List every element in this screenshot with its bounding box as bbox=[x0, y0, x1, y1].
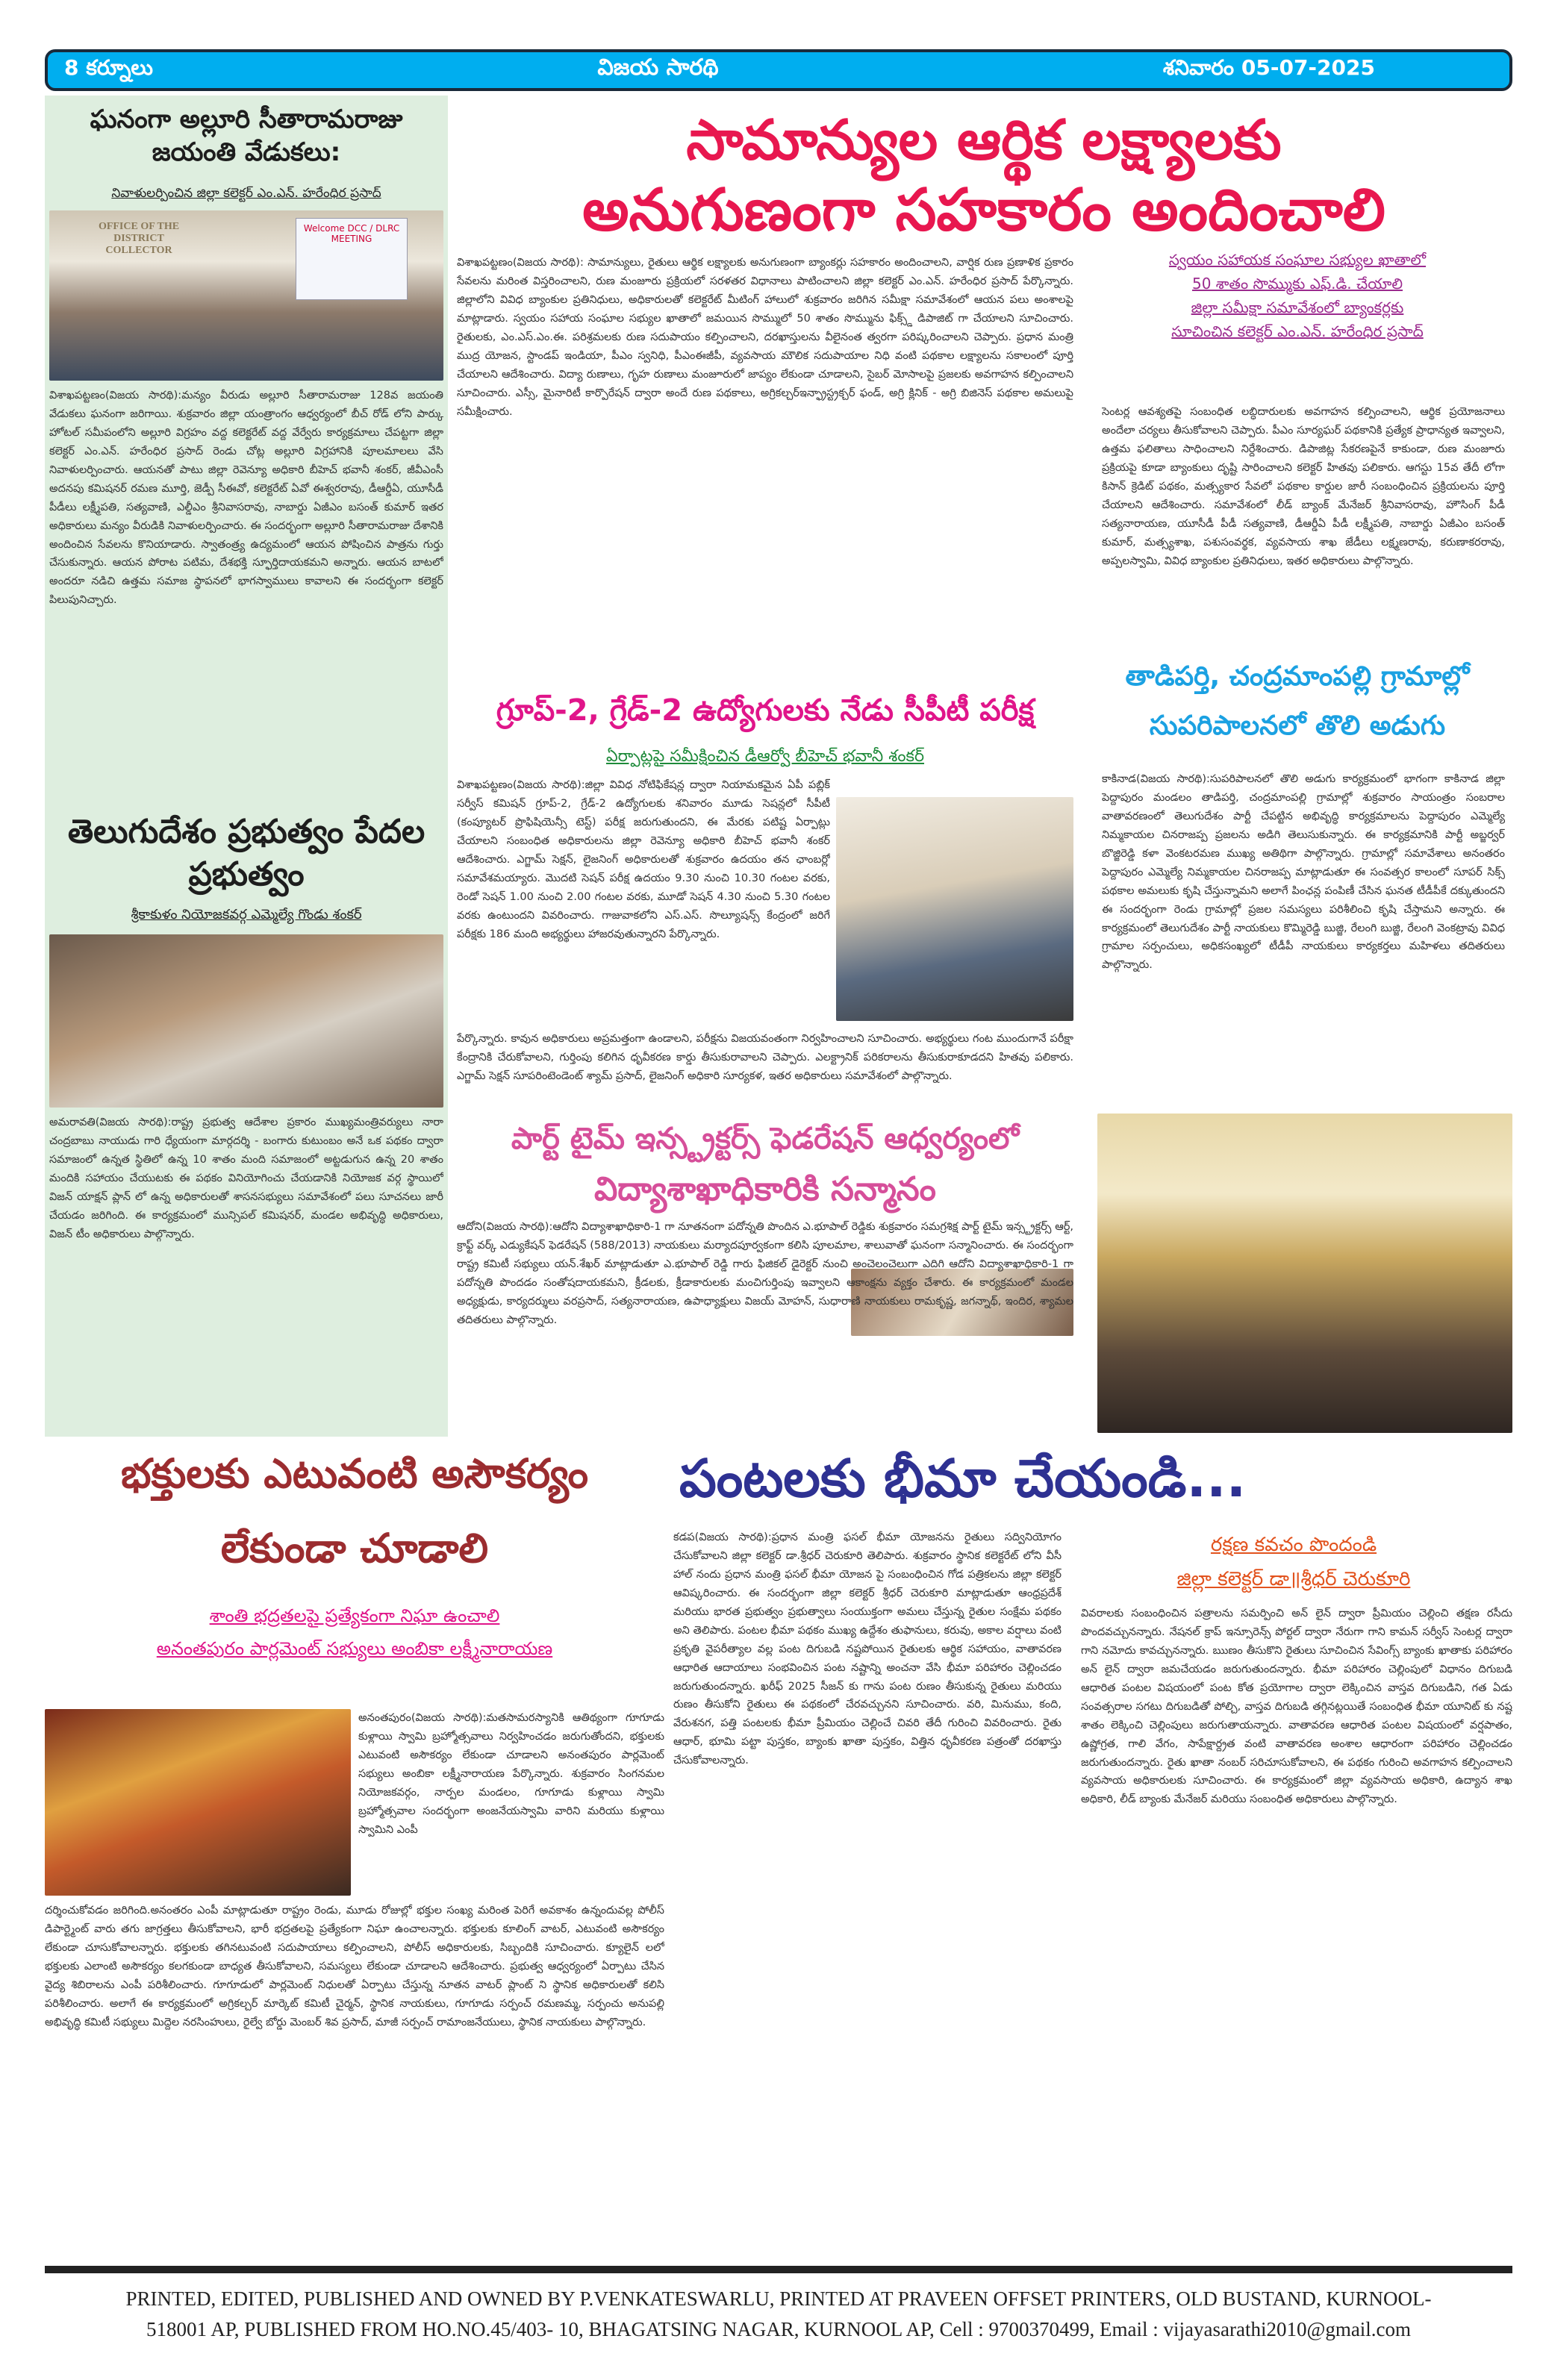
main-headline-line1: సామాన్యుల ఆర్థిక లక్ష్యాలకు bbox=[686, 108, 1282, 172]
tadipatri-event-photo bbox=[1097, 1114, 1512, 1433]
tdp-article-body: అమరావతి(విజయ సారథి):రాష్ట్ర ప్రభుత్వ ఆదేశాల ప్రకారం ముఖ్యమంత్రివర్యులు నారా చంద్రబాబు నాయుడు గారి ధ్యేయంగా మార్గదర్శి - బంగారు కుటుంబం అనే ఒక పథకం ద్వారా సమాజంలో ఉన్నత స్థితిలో ఉన్న 10 శాతం మంది సమాజంలో అట్టడుగున ఉన్న 20 శాతం మందికి సహాయం చేయుటకు ఈ పథకం వినియోగించు చేయడానికి నియోజక వర్గ స్థాయిలో విజన్ యాక్షన్ ప్లాన్ లో ఉన్న అధికారులతో శాసనసభ్యులు సమావేశంలో పలు సూచనలు జారీ చేయడం జరిగింది. ఈ కార్యక్రమంలో మున్సిపల్ కమిషనర్, మండల అభివృద్ధి అధికారులు, విజన్ టీం అధికారులు పాల్గొన్నారు. bbox=[49, 1116, 443, 1240]
imprint-line-1: PRINTED, EDITED, PUBLISHED AND OWNED BY P.VENKATESWARLU, PRINTED AT PRAVEEN OFFSET PRINTERS, OLD BUSTAND, KURNOOL- bbox=[125, 2287, 1432, 2310]
crop-article-continued: వివరాలకు సంబంధించిన పత్రాలను సమర్పించి అన్ లైన్ ద్వారా ప్రీమియం చెల్లించి తక్షణ రసీదు పొందవచ్చునన్నారు. నేషనల్ క్రాప్ ఇన్సూరెన్స్ పోర్టల్ ద్వారా నేరుగా గాని కామన్ సర్వీస్ సెంటర్ల ద్వారా గాని నమోదు కావచ్చునన్నారు. ఋణం తీసుకొని రైతులు సూచించిన సేవింగ్స్ బ్యాంకు ఖాతాకు పరిహారం అన్ లైన్ ద్వారా జమచేయడం జరుగుతుందన్నారు. భీమా పరిహారం చెల్లింపులో విధానం దిగుబడి ఆధారిత పంటల విషయంలో పంట కోత ప్రయోగాల ద్వారా లెక్కించిన వాస్తవ దిగుబడిని, గత ఏడు సంవత్సరాల సగటు దిగుబడితో పోల్చి, వాస్తవ దిగుబడి తగ్గినట్లయితే సంబంధిత భీమా యూనిట్ కు నష్ట శాతం లెక్కించి చెల్లింపులు జరుగుతాయన్నారు. వాతావరణ ఆధారిత పంటల విషయంలో వర్షపాతం, ఉష్ణోగ్రత, గాలి వేగం, సాపేక్షార్ద్రత వంటి వాతావరణ అంశాల ఆధారంగా పరిహారం చెల్లించడం జరుగుతుందన్నారు. రైతు ఖాతా నంబర్ సరిచూసుకోవాలని, ఈ పథకం గురించి అవగాహన కల్పించాలని వ్యవసాయ అధికారులకు సూచించారు. ఈ కార్యక్రమంలో జిల్లా వ్యవసాయ అధికారి, ఉద్యాన శాఖ అధికారి, లీడ్ బ్యాంకు మేనేజర్ మరియు సంబంధిత అధికారులు పాల్గొన్నారు. bbox=[1081, 1608, 1512, 1806]
devotees-sub-1: శాంతి భద్రతలపై ప్రత్యేకంగా నిఘా ఉంచాలి bbox=[209, 1605, 500, 1626]
page-number: 8 కర్నూలు bbox=[64, 55, 153, 80]
main-article-body: విశాఖపట్టణం(విజయ సారథి): సామాన్యులు, రైతులు ఆర్థిక లక్ష్యాలకు అనుగుణంగా బ్యాంకర్లు సహకారం అందించాలని, వార్షిక రుణ ప్రణాళిక ప్రకారం సేవలను మరింత విస్తరించాలని, రుణ మంజూరు ప్రక్రియలో సరళతర విధానాలు పాటించాలని జిల్లా కలెక్టర్ ఎం.ఎన్. హరేంధిర ప్రసాద్ పేర్కొన్నారు. జిల్లాలోని వివిధ బ్యాంకుల ప్రతినిధులు, అధికారులతో కలెక్టరేట్ మీటింగ్ హాలులో శుక్రవారం జరిగిన సమీక్షా సమావేశంలో ఆయన పలు అంశాలపై మాట్లాడారు. స్వయం సహాయ సంఘాల సభ్యుల ఖాతాలో జమయిన సొమ్ములో 50 శాతం సొమ్మును ఫిక్స్డ్ డిపాజిట్ గా చేయాలని సూచించారు. రైతులకు, ఎం.ఎస్.ఎం.ఈ. పరిశ్రమలకు రుణ సదుపాయం కల్పించాలని, దరఖాస్తులను వీలైనంత త్వరగా పరిష్కరించాలని చెప్పారు. ప్రధాన మంత్రి ముద్ర యోజన, స్టాండప్ ఇండియా, పీఎం స్వనిధి, పీఎంఈజీపీ, వ్యవసాయ మౌలిక సదుపాయాల నిధి వంటి పథకాల లక్ష్యాలను సకాలంలో పూర్తి చేయాలని ఆదేశించారు. విద్యా రుణాలు, గృహ రుణాలు మంజూరులో జాప్యం లేకుండా చూడాలని, సైబర్ మోసాలపై ప్రజలకు అవగాహన కల్పించాలని సూచించారు. ఎస్సీ, మైనారిటీ కార్పొరేషన్ ద్వారా అందే రుణ పథకాలు, అగ్రికల్చర్ఇన్ఫ్రాస్ట్రక్చర్ ఫండ్, అగ్రి క్లినిక్ - అగ్రి బిజినెస్ పథకాల అమలుపై సమీక్షించారు. bbox=[457, 257, 1073, 418]
tdp-headline: తెలుగుదేశం ప్రభుత్వం పేదల ప్రభుత్వం bbox=[67, 813, 426, 894]
devotees-headline-line2: లేకుండా చూడాలి bbox=[220, 1525, 489, 1572]
main-sub-3: జిల్లా సమీక్షా సమావేశంలో బ్యాంకర్లకు bbox=[1191, 299, 1404, 316]
collector-office-photo bbox=[49, 210, 443, 381]
footer-rule bbox=[45, 2266, 1512, 2273]
imprint-line-2: 518001 AP, PUBLISHED FROM HO.NO.45/403- 10, BHAGATSING NAGAR, KURNOOL AP, Cell : 9700370499, Email : vijayasarathi2010@gmail.com bbox=[146, 2317, 1412, 2340]
tadipatri-headline-line2: సుపరిపాలనలో తొలి అడుగు bbox=[1149, 710, 1446, 741]
main-sub-2: 50 శాతం సొమ్ముకు ఎఫ్.డి. చేయాలి bbox=[1191, 275, 1403, 293]
group2-article-end: పేర్కొన్నారు. కావున అధికారులు అప్రమత్తంగా ఉండాలని, పరీక్షను విజయవంతంగా నిర్వహించాలని సూచించారు. అభ్యర్థులు గంట ముందుగానే పరీక్షా కేంద్రానికి చేరుకోవాలని, గుర్తింపు కలిగిన ధృవీకరణ కార్డు తీసుకురావాలని చెప్పారు. ఎలక్ట్రానిక్ పరికరాలను తీసుకురాకూడదని హితవు పలికారు. ఎగ్జామ్ సెక్షన్ సూపరింటెండెంట్ శ్యామ్ ప్రసాద్, లైజనింగ్ అధికారి సూర్యకళ, ఇతర అధికారులు సమావేశంలో పాల్గొన్నారు. bbox=[457, 1033, 1073, 1082]
alluri-headline: ఘనంగా అల్లూరి సీతారామరాజు జయంతి వేడుకలు: bbox=[90, 104, 403, 168]
devotees-headline-line1: భక్తులకు ఎటువంటి అసౌకర్యం bbox=[120, 1450, 589, 1497]
devotees-sub-2: అనంతపురం పార్లమెంట్ సభ్యులు అంబికా లక్ష్మీనారాయణ bbox=[156, 1638, 553, 1659]
parttime-headline-line2: విద్యాశాఖాధికారికి సన్మానం bbox=[594, 1170, 936, 1208]
tdp-subheadline: శ్రీకాకుళం నియోజకవర్గ ఎమ్మెల్యే గొండు శంకర్ bbox=[131, 907, 362, 922]
masthead-bar bbox=[45, 49, 1512, 91]
main-sub-1: స్వయం సహాయక సంఘాల సభ్యుల ఖాతాలో bbox=[1168, 251, 1427, 269]
paper-name: విజయ సారథి bbox=[597, 54, 719, 81]
parttime-headline-line1: పార్ట్ టైమ్ ఇన్స్ట్రక్టర్స్ ఫెడరేషన్ ఆధ్వర్యంలో bbox=[511, 1122, 1020, 1156]
devotees-article-side: అనంతపురం(విజయ సారథి):మతసామరస్యానికి ఆతిథ్యంగా గూగూడు కుళ్లాయి స్వామి బ్రహ్మోత్సవాలు నిర్వహించడం జరుగుతోందని, భక్తులకు ఎటువంటి అసౌకర్యం లేకుండా చూడాలని అనంతపురం పార్లమెంట్ సభ్యులు అంబికా లక్ష్మీనారాయణ పేర్కొన్నారు. శుక్రవారం సింగనమల నియోజకవర్గం, నార్పల మండలం, గూగూడు కుళ్లాయి స్వామి బ్రహ్మోత్సవాల సందర్భంగా అంజనేయస్వామి వారిని మరియు కుళ్లాయి స్వామిని ఎంపీ bbox=[358, 1712, 664, 1836]
crop-sub-2: జిల్లా కలెక్టర్ డా॥శ్రీధర్ చెరుకూరి bbox=[1176, 1568, 1411, 1590]
photo-banner-text: Welcome DCC / DLRC MEETING bbox=[296, 218, 408, 300]
tdp-meeting-photo bbox=[49, 934, 443, 1108]
alluri-subheadline: నివాళులర్పించిన జిల్లా కలెక్టర్ ఎం.ఎన్. హరేంధిర ప్రసాద్ bbox=[111, 186, 381, 201]
main-headline-line2: అనుగుణంగా సహకారం అందించాలి bbox=[582, 177, 1385, 244]
photo-sign-text: OFFICE OF THE DISTRICT COLLECTOR bbox=[98, 221, 180, 256]
devotees-article-body: దర్శించుకోవడం జరిగింది.అనంతరం ఎంపీ మాట్లాడుతూ రాష్ట్రం రెండు, మూడు రోజుల్లో భక్తుల సంఖ్య మరింత పెరిగే అవకాశం ఉన్నందువల్ల పోలీస్ డిపార్ట్మెంట్ వారు తగు జాగ్రత్తలు తీసుకోవాలని, భారీ భద్రతలపై ప్రత్యేకంగా నిఘా ఉంచాలన్నారు. భక్తులకు కూలింగ్ వాటర్, ఎటువంటి అసౌకర్యం లేకుండా చూసుకోవాలన్నారు. భక్తులకు తగినటువంటి సదుపాయాలు కల్పించాలని, పోలీస్ అధికారులకు, సిబ్బందికి సూచించారు. క్యూలైన్ లలో భక్తులకు ఎలాంటి అసౌకర్యం కలగకుండా బాధ్యత తీసుకోవాలని, సమస్యలు లేకుండా చూడాలని ఆదేశించారు. ప్రభుత్వ ఆధ్వర్యంలో ఏర్పాటు చేసిన వైద్య శిబిరాలను ఎంపీ పరిశీలించారు. గూగూడులో పార్లమెంట్ నిధులతో ఏర్పాటు చేస్తున్న నూతన వాటర్ ప్లాంట్ ని స్థానిక అధికారులతో కలిసి పరిశీలించారు. అలాగే ఈ కార్యక్రమంలో అగ్రికల్చర్ మార్కెట్ కమిటీ చైర్మన్, స్థానిక నాయకులు, గూగూడు సర్పంచ్ రమణమ్మ, సర్పంచు అనుపల్లి అభివృద్ధి కమిటీ సభ్యులు మిద్దెల నరసింహులు, రైల్వే బోర్డు మెంబర్ శివ ప్రసాద్, మాజీ సర్పంచ్ రామాంజనేయులు, స్థానిక నాయకులు పాల్గొన్నారు. bbox=[45, 1905, 664, 2028]
tadipatri-headline-line1: తాడిపర్తి, చంద్రమాంపల్లి గ్రామాల్లో bbox=[1125, 661, 1470, 692]
crop-article-body: కడప(విజయ సారథి):ప్రధాన మంత్రి ఫసల్ భీమా యోజనను రైతులు సద్వినియోగం చేసుకోవాలని జిల్లా కలెక్టర్ డా.శ్రీధర్ చెరుకూరి తెలిపారు. శుక్రవారం స్థానిక కలెక్టరేట్ లోని వీసీ హాల్ నందు ప్రధాన మంత్రి ఫసల్ భీమా యోజన పై సంబంధించిన గోడ పత్రికలను జిల్లా కలెక్టర్ ఆవిష్కరించారు. ఈ సందర్భంగా జిల్లా కలెక్టర్ శ్రీధర్ చెరుకూరి మాట్లాడుతూ ఆంధ్రప్రదేశ్ మరియు భారత ప్రభుత్వం ప్రభుత్వాలు సంయుక్తంగా అమలు చేస్తున్న రైతుల సంక్షేమ పథకం అని తెలిపారు. పంటల భీమా పథకం ముఖ్య ఉద్దేశం తుఫానులు, కరువు, అకాల వర్షాలు వంటి ప్రకృతి వైపరీత్యాల వల్ల పంట దిగుబడి నష్టపోయిన రైతులకు ఆర్థిక సహాయం, వాతావరణ ఆధారిత ఆదాయాలు సంభవించిన పంట నష్టాన్ని అంచనా వేసి భీమా పరిహారం చెల్లించడం జరుగుతుందన్నారు. ఖరీఫ్ 2025 సీజన్ కు గాను పంట రుణం తీసుకున్న రైతులు మరియు రుణం తీసుకోని రైతులు ఈ పథకంలో చేరవచ్చునని సూచించారు. వరి, మినుము, కంది, వేరుశనగ, పత్తి పంటలకు భీమా ప్రీమియం చెల్లించే చివరి తేదీ గురించి వివరించారు. రైతు ఆధార్, భూమి పట్టా పుస్తకం, బ్యాంకు ఖాతా పుస్తకం, విత్తిన ధృవీకరణ పత్రంతో దరఖాస్తు చేసుకోవాలన్నారు. bbox=[673, 1531, 1062, 1767]
imprint-footer bbox=[45, 2284, 1512, 2344]
main-sub-4: సూచించిన కలెక్టర్ ఎం.ఎన్. హరేంధిర ప్రసాద్ bbox=[1171, 322, 1424, 340]
group2-subheadline: ఏర్పాట్లపై సమీక్షించిన డీఆర్వో బీహెచ్ భవానీ శంకర్ bbox=[605, 747, 925, 766]
dro-office-photo bbox=[836, 797, 1073, 1021]
alluri-article-body: విశాఖపట్టణం(విజయ సారథి):మన్యం వీరుడు అల్లూరి సీతారామరాజు 128వ జయంతి వేడుకలు ఘనంగా జరిగాయి. శుక్రవారం జిల్లా యంత్రాంగం ఆధ్వర్యంలో బీచ్ రోడ్ లోని పార్కు హోటల్ సమీపంలోని అల్లూరి విగ్రహం వద్ద కలెక్టరేట్ వద్ద వేర్వేరు కార్యక్రమాలు చేపట్టగా జిల్లా కలెక్టర్ ఎం.ఎన్. హరేంధిర ప్రసాద్ రెండు చోట్ల అల్లూరి విగ్రహానికి పూలమాలలు వేసి నివాళులర్పించారు. ఆయనతో పాటు జిల్లా రెవెన్యూ అధికారి బీహెచ్ భవానీ శంకర్, జీవీఎంసీ అదనపు కమిషనర్ రమణ మూర్తి, జెడ్పీ సీఈవో, కలెక్టరేట్ ఏవో ఈశ్వరరావు, డీఆర్డీఏ, యూసీడీ పీడీలు లక్ష్మీపతి, సత్యవాణి, ఎల్డీఎం శ్రీనివాసరావు, నాబార్డు ఏజీఎం బసంత్ కుమార్ ఇతర అధికారులు మన్యం వీరుడికి నివాళులర్పించారు. ఈ సందర్భంగా అల్లూరి సీతారామరాజు దేశానికి అందించిన సేవలను కొనియాడారు. స్వాతంత్ర్య ఉద్యమంలో ఆయన పోషించిన పాత్రను గుర్తు చేసుకున్నారు. ఆయన పోరాట పటిమ, దేశభక్తి స్ఫూర్తిదాయకమని అన్నారు. ఆయన బాటలో అందరూ నడిచి ఉత్తమ సమాజ స్థాపనలో భాగస్వాములు కావాలని ఈ సందర్భంగా కలెక్టర్ పిలుపునిచ్చారు. bbox=[49, 390, 443, 607]
main-subheadlines bbox=[1082, 248, 1512, 343]
tadipatri-article-body: కాకినాడ(విజయ సారథి):సుపరిపాలనలో తొలి అడుగు కార్యక్రమంలో భాగంగా కాకినాడ జిల్లా పెద్దాపురం మండలం తాడిపర్తి, చంద్రమాంపల్లి గ్రామాల్లో శుక్రవారం సాయంత్రం సంబరాల వాతావరణంలో తెలుగుదేశం పార్టీ చేపట్టిన అభివృద్ధి కార్యక్రమాలను పెద్దాపురం ఎమ్మెల్యే నిమ్మకాయల చినరాజప్ప ప్రజలను అడిగి తెలుసుకున్నారు. ఈ కార్యక్రమానికి పార్టీ అబ్జర్వర్ బొజ్జిరెడ్డి కళా వెంకటరమణ ముఖ్య అతిథిగా పాల్గొన్నారు. గ్రామాల్లో సమావేశాలు అనంతరం పెద్దాపురం ఎమ్మెల్యే నిమ్మకాయల చినరాజప్ప మాట్లాడుతూ ఈ సంవత్సర కాలంలో సూపర్ సిక్స్ పథకాల అమలుకు కృషి చేస్తున్నామని అలాగే పింఛన్ల పంపిణీ చేసిన ఘనత టీడీపీకే దక్కుతుందని ఈ సందర్భంగా రెండు గ్రామాల్లో ప్రజల సమస్యలు పరిశీలించి కృషి చేస్తామని అన్నారు. ఈ కార్యక్రమంలో తెలుగుదేశం పార్టీ నాయకులు కొమ్మిరెడ్డి బుజ్జి, రేలంగి బుజ్జి, రేలంగి వెంకట్రావు వివిధ గ్రామాల సర్పంచులు, అధికసంఖ్యలో టీడీపీ నాయకులు కార్యకర్తలు మహిళలు తదితరులు పాల్గొన్నారు. bbox=[1102, 773, 1505, 972]
parttime-article-body: ఆదోని(విజయ సారథి):ఆదోని విద్యాశాఖాధికారి-1 గా నూతనంగా పదోన్నతి పొందిన ఎ.భూపాల్ రెడ్డికు శుక్రవారం సమగ్రశిక్ష పార్ట్ టైమ్ ఇన్స్ట్రక్టర్స్ ఆర్ట్, క్రాఫ్ట్ వర్క్ ఎడ్యుకేషన్ ఫెడరేషన్ (588/2013) నాయకులు మర్యాదపూర్వకంగా కలిసి పూలమాల, శాలువాతో ఘనంగా సన్మానించారు. ఈ సందర్భంగా రాష్ట్ర కమిటీ సభ్యులు యన్.శేఖర్ మాట్లాడుతూ ఎ.భూపాల్ రెడ్డి గారు ఫిజికల్ డైరెక్టర్ నుంచి అంచెలంచెలుగా ఎదిగి ఆదోని విద్యాశాఖాధికారి-1 గా పదోన్నతి పొందడం సంతోషదాయకమని, క్రీడలకు, క్రీడాకారులకు మంచిగుర్తింపు ఇవ్వాలని ఆకాంక్షను వ్యక్తం చేశారు. ఈ కార్యక్రమంలో మండల అధ్యక్షుడు, కార్యదర్శులు వరప్రసాద్, సత్యనారాయణ, ఉపాధ్యాక్షులు విజయ్ మోహన్, సుధారాణి నాయకులు రామకృష్ణ, జగన్నాథ్, ఇందిర, శ్యామల తదితరులు పాల్గొన్నారు. bbox=[457, 1221, 1073, 1326]
main-article-continued: సెంటర్ల ఆవశ్యతపై సంబంధిత లబ్ధిదారులకు అవగాహన కల్పించాలని, ఆర్థిక ప్రయోజనాలు అందేలా చర్యలు తీసుకోవాలని చెప్పారు. పీఎం సూర్యఘర్ పథకానికి ప్రత్యేక ప్రాధాన్యత ఇవ్వాలని, ఉత్తమ ఫలితాలు సాధించాలని నిర్దేశించారు. డిపాజిట్ల సేకరణపైనే కాకుండా, రుణ మంజూరు ప్రక్రియపై కూడా బ్యాంకులు దృష్టి సారించాలని కలెక్టర్ హితవు పలికారు. ఆగస్టు 15వ తేదీ లోగా కిసాన్ క్రెడిట్ పథకం, మత్స్యకార సేవలో పథకాల కార్డుల జారీ సంబంధించిన ప్రక్రియలను పూర్తి చేయాలని ఆదేశించారు. సమావేశంలో లీడ్ బ్యాంక్ మేనేజర్ శ్రీనివాసరావు, హౌసింగ్ పీడీ సత్యనారాయణ, యూసీడీ పీడీ సత్యవాణి, డీఆర్డీఏ పీడీ లక్ష్మీపతి, నాబార్డు ఏజీఎం బసంత్ కుమార్, మత్స్యశాఖ, పశుసంవర్థక, వ్యవసాయ శాఖ జేడీలు లక్ష్మణరావు, కరుణాకరరావు, అప్పలస్వామి, వివిధ బ్యాంకుల ప్రతినిధులు, ఇతర అధికారులు పాల్గొన్నారు. bbox=[1102, 406, 1505, 567]
crop-sub-1: రక్షణ కవచం పొందండి bbox=[1210, 1534, 1377, 1556]
crop-insurance-headline: పంటలకు భీమా చేయండి... bbox=[679, 1448, 1247, 1509]
group2-headline: గ్రూప్-2, గ్రేడ్-2 ఉద్యోగులకు నేడు సీపీటీ పరీక్ష bbox=[496, 693, 1035, 728]
group2-article-body: విశాఖపట్టణం(విజయ సారథి):జిల్లా వివిధ నోటిఫికేషన్ల ద్వారా నియామకమైన ఏపీ పబ్లిక్ సర్వీస్ కమిషన్ గ్రూప్-2, గ్రేడ్-2 ఉద్యోగులకు శనివారం మూడు సెషన్లలో సీపీటీ (కంప్యూటర్ ప్రొఫిషియెన్సీ టెస్ట్) పరీక్ష జరుగుతుందని, ఈ మేరకు పటిష్ట ఏర్పాట్లు చేయాలని సంబంధిత అధికారులను జిల్లా రెవెన్యూ అధికారి బీహెచ్ భవానీ శంకర్ ఆదేశించారు. ఎగ్జామ్ సెక్షన్, లైజనింగ్ అధికారులతో శుక్రవారం ఉదయం తన ఛాంబర్లో సమావేశమయ్యారు. మొదటి సెషన్ పరీక్ష ఉదయం 9.30 నుంచి 10.30 గంటల వరకు, రెండో సెషన్ 1.00 నుంచి 2.00 గంటల వరకు, మూడో సెషన్ 4.30 నుంచి 5.30 గంటల వరకు ఉంటుందని వివరించారు. గాజువాకలోని ఎస్.ఎస్. సొల్యూషన్స్ కేంద్రంలో జరిగే పరీక్షకు 186 మంది అభ్యర్థులు హాజరవుతున్నారని పేర్కొన్నారు. bbox=[457, 779, 830, 940]
temple-visit-photo bbox=[45, 1709, 351, 1896]
issue-date: శనివారం 05-07-2025 bbox=[1162, 55, 1375, 80]
